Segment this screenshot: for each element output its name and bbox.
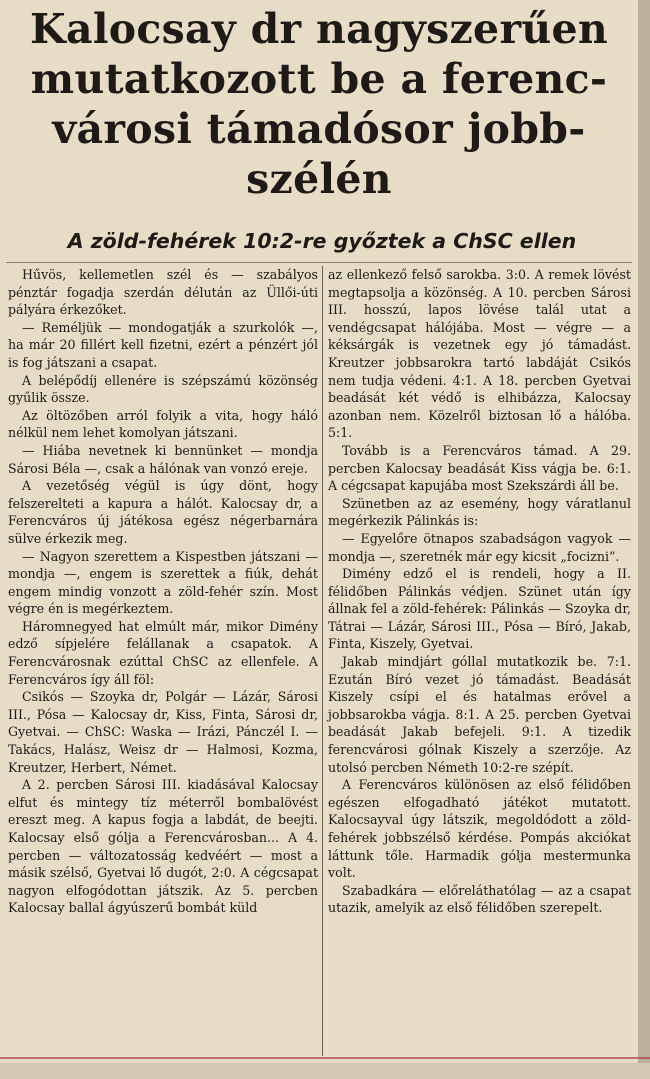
- paragraph: A Ferencváros különösen az első félidőben egészen elfogadható játékot mutatott. Kalocsayval úgy látszik, megoldódott a zöld-fehérek jobbszélső kérdése. Pompás akciókat láttunk tőle. Harmadik gólja mestermunka volt.: [328, 777, 631, 881]
- subheadline: A zöld-fehérek 10:2-re győztek a ChSC ellen: [67, 229, 577, 253]
- paragraph: A 2. percben Sárosi III. kiadásával Kalocsay elfut és mintegy tíz méterről bombalövést ereszt meg. A kapus fogja a labdát, de beejti. Kalocsay első gólja a Ferencvárosban... A 4. percben — változatosság kedvéért — most a másik szélső, Gyetvai lő dugót, 2:0. A cégcsapat nagyon elfogódottan játszik. Az 5. percben Kalocsay ballal ágyúszerű bombát küld: [8, 777, 318, 916]
- paragraph: — Nagyon szerettem a Kispestben játszani — mondja —, engem is szerettek a fiúk, dehát engem mindig vonzott a zöld-fehér szín. Most végre én is megérkeztem.: [8, 548, 318, 617]
- column-divider: [322, 266, 323, 1056]
- paragraph: Jakab mindjárt góllal mutatkozik be. 7:1. Ezután Bíró vezet jó támadást. Beadását Kiszely csípi el és hatalmas erővel a jobbsarokba vágja. 8:1. A 25. percben Gyetvai beadását Jakab befejeli. 9:1. A tizedik ferencvárosi gólnak Kiszely a szerzője. Az utolsó percben Németh 10:2-re szépít.: [328, 654, 631, 775]
- headline-line: Kalocsay dr nagyszerűen: [30, 5, 608, 53]
- headline-line: szélén: [246, 155, 392, 203]
- left-column: [8, 266, 318, 917]
- headline: [6, 4, 632, 204]
- paragraph: Csikós — Szoyka dr, Polgár — Lázár, Sárosi III., Pósa — Kalocsay dr, Kiss, Finta, Sárosi dr, Gyetvai. — ChSC: Waska — Irázi, Pánczél I. — Takács, Halász, Weisz dr — Halmosi, Kozma, Kreutzer, Herbert, Német.: [8, 689, 318, 775]
- paragraph: Szünetben az az esemény, hogy váratlanul megérkezik Pálinkás is:: [328, 495, 631, 529]
- paragraph: Az öltözőben arról folyik a vita, hogy háló nélkül nem lehet komolyan játszani.: [8, 407, 318, 441]
- red-ink-line: [0, 1057, 650, 1059]
- column-top-rule: [6, 262, 632, 263]
- paragraph: az ellenkező felső sarokba. 3:0. A remek lövést megtapsolja a közönség. A 10. percben Sárosi III. hosszú, lapos lövése talál utat a vendégcsapat hálójába. Most — végre — a kéksárgák is vezetnek egy jó támadást. Kreutzer jobbsarokra tartó labdáját Csikós nem tudja védeni. 4:1. A 18. percben Gyetvai beadását két védő is elhibázza, Kalocsay azonban nem. Közelről biztosan lő a hálóba. 5:1.: [328, 267, 631, 441]
- paragraph: A belépődíj ellenére is szépszámú közönség gyűlik össze.: [8, 372, 318, 406]
- paragraph: A vezetőség végül is úgy dönt, hogy felszerelteti a kapura a hálót. Kalocsay dr, a Ferencváros új játékosa egész négerbarnára sülve érkezik meg.: [8, 478, 318, 546]
- headline-line: mutatkozott be a ferenc-: [30, 55, 608, 103]
- paragraph: Tovább is a Ferencváros támad. A 29. percben Kalocsay beadását Kiss vágja be. 6:1. A cégcsapat kapujába most Szekszárdi áll be.: [328, 442, 631, 494]
- paragraph: Szabadkára — előreláthatólag — az a csapat utazik, amelyik az első félidőben szerepelt.: [328, 882, 631, 916]
- paragraph: — Reméljük — mondogatják a szurkolók —, ha már 20 fillért kell fizetni, ezért a pénzért jól is fog játszani a csapat.: [8, 319, 318, 370]
- paragraph: — Hiába nevetnek ki bennünket — mondja Sárosi Béla —, csak a hálónak van vonzó ereje.: [8, 442, 318, 476]
- right-column: [328, 266, 631, 917]
- headline-line: városi támadósor jobb-: [52, 105, 586, 153]
- paragraph: — Egyelőre ötnapos szabadságon vagyok — mondja —, szeretnék már egy kicsit „focizni”.: [328, 530, 631, 564]
- paragraph: Háromnegyed hat elmúlt már, mikor Dimény edző sípjelére felállanak a csapatok. A Ferencvárosnak ezúttal ChSC az ellenfele. A Ferencváros így áll föl:: [8, 618, 318, 687]
- paragraph: Hűvös, kellemetlen szél és — szabályos pénztár fogadja szerdán délután az Üllői-úti pályára érkezőket.: [8, 267, 318, 318]
- paper-edge-right: [638, 0, 650, 1079]
- paper-edge-bottom: [0, 1063, 650, 1079]
- paragraph: Dimény edző el is rendeli, hogy a II. félidőben Pálinkás védjen. Szünet után így állnak fel a zöld-fehérek: Pálinkás — Szoyka dr, Tátrai — Lázár, Sárosi III., Pósa — Bíró, Jakab, Finta, Kiszely, Gyetvai.: [328, 566, 631, 652]
